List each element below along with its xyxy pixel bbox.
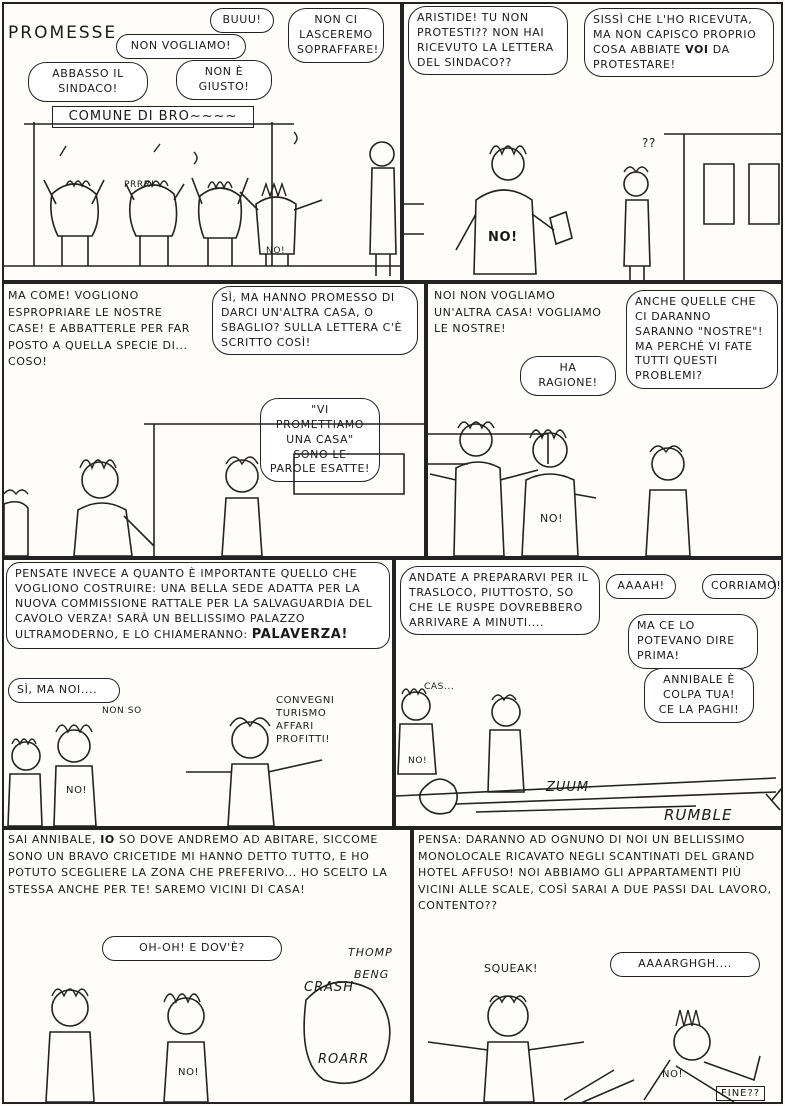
caption-io: IO xyxy=(100,833,115,846)
small-non-so: NON SO xyxy=(102,706,142,716)
list-convegni: CONVEGNI TURISMO AFFARI PROFITTI! xyxy=(276,695,335,745)
sfx-roarr: ROARR xyxy=(318,1052,370,1067)
bubble-ha-ragione: HA RAGIONE! xyxy=(520,356,616,396)
bubble-non-ci-lasceremo: NON CI LASCEREMO SOPRAFFARE! xyxy=(288,8,384,63)
sfx-beng: BENG xyxy=(354,968,390,981)
bubble-si-ma-noi: SÌ, MA NOI.... xyxy=(8,678,120,703)
small-cas: CAS... xyxy=(424,682,455,692)
sfx-rumble: RUMBLE xyxy=(664,806,733,824)
panel-5-scene xyxy=(4,560,394,828)
bubble-aaaarghgh: AAAARGHGH.... xyxy=(610,952,760,977)
bubble-vi-promettiamo: "VI PROMETTIAMO UNA CASA" SONO LE PAROLE ESATTE! xyxy=(260,398,380,482)
panel-2 xyxy=(402,2,783,282)
shirt-no: NO! xyxy=(66,785,88,796)
panel-8 xyxy=(412,828,783,1104)
bubble-colpa-tua: ANNIBALE È COLPA TUA! CE LA PAGHI! xyxy=(644,668,754,723)
sfx-thomp: THOMP xyxy=(348,946,393,959)
question-marks: ?? xyxy=(642,136,656,150)
bubble-hanno-promesso: SÌ, MA HANNO PROMESSO DI DARCI UN'ALTRA CASA, O SBAGLIO? SULLA LETTERA C'È SCRITTO COSÌ! xyxy=(212,286,418,355)
panel-8-scene xyxy=(414,830,783,1104)
sfx-zuum: ZUUM xyxy=(546,780,590,795)
caption-palaverza: PALAVERZA! xyxy=(251,627,348,643)
shirt-no: NO! xyxy=(488,230,518,245)
bubble-buuu: BUUU! xyxy=(210,8,274,33)
bubble-abbasso-sindaco: ABBASSO IL SINDACO! xyxy=(28,62,148,102)
protesters xyxy=(4,4,402,282)
sfx-squeak: SQUEAK! xyxy=(484,962,538,975)
panel-4 xyxy=(426,282,783,558)
bubble-ce-lo-potevano: MA CE LO POTEVANO DIRE PRIMA! xyxy=(628,614,758,669)
panel-3-scene xyxy=(4,284,426,558)
bubble-anche-quelle: ANCHE QUELLE CHE CI DARANNO SARANNO "NOSTRE"! MA PERCHÉ VI FATE TUTTI QUESTI PROBLEMI? xyxy=(626,290,778,389)
panel-6-scene xyxy=(396,560,783,828)
bubble-sissi-text: SISSÌ CHE L'HO RICEVUTA, MA NON CAPISCO PROPRIO COSA ABBIATE xyxy=(593,13,757,56)
bubble-corriamo: CORRIAMO! xyxy=(702,574,776,599)
bubble-non-vogliamo: NON VOGLIAMO! xyxy=(116,34,246,59)
shirt-no: NO! xyxy=(408,756,428,766)
bubble-sissi-end: DA PROTESTARE! xyxy=(593,42,730,71)
footnote-fine: FINE?? xyxy=(716,1086,765,1101)
panel-2-scene xyxy=(404,4,783,282)
shirt-no: NO! xyxy=(540,512,564,525)
text-noi-non-vogliamo: NOI NON VOGLIAMO UN'ALTRA CASA! VOGLIAMO LE NOSTRE! xyxy=(434,289,602,335)
text-ma-come: MA COME! VOGLIONO ESPROPRIARE LE NOSTRE CASE! E ABBATTERLE PER FAR POSTO A QUELLA SPECIE DI... COSO! xyxy=(8,289,191,368)
panel-7 xyxy=(2,828,412,1104)
panel-5 xyxy=(2,558,394,828)
bubble-oh-oh: OH-OH! E DOV'È? xyxy=(102,936,282,961)
caption-pensate-text: PENSATE INVECE A QUANTO È IMPORTANTE QUELLO CHE VOGLIONO COSTRUIRE: UNA BELLA SEDE ADATTA PER LA NUOVA COMMISSIONE RATTALE PER LA SALVAGUARDIA DEL CAVOLO VERZA! SARÀ UN BELLISSIMO PALAZZO ULTRAMODERNO, E LO CHIAMERANNO: xyxy=(15,567,373,642)
panel-6 xyxy=(394,558,783,828)
town-hall-sign: COMUNE DI BRO~~~~ xyxy=(52,106,254,128)
sfx-crash: CRASH xyxy=(304,980,355,995)
caption-sai-text: SAI ANNIBALE, xyxy=(8,833,97,846)
shirt-no: NO! xyxy=(266,246,286,256)
shirt-no: NO! xyxy=(662,1069,684,1080)
shirt-no: NO! xyxy=(178,1067,200,1078)
sfx-prrr: PRRR! xyxy=(124,180,155,190)
panel-1 xyxy=(2,2,402,282)
bubble-aristide: ARISTIDE! TU NON PROTESTI?? NON HAI RICEVUTO LA LETTERA DEL SINDACO?? xyxy=(408,6,568,75)
caption-pensa: PENSA: DARANNO AD OGNUNO DI NOI UN BELLISSIMO MONOLOCALE RICAVATO NEGLI SCANTINATI DEL GRAND HOTEL AFFUSO! NOI ABBIAMO GLI APPARTAMENTI PIÙ VICINI ALLE SCALE, COSÌ SARAI A DUE PASSI DAL LAVORO, CONTENTO?? xyxy=(418,833,772,912)
panel-4-scene xyxy=(428,284,783,558)
panel-3 xyxy=(2,282,426,558)
caption-andate: ANDATE A PREPARARVI PER IL TRASLOCO, PIUTTOSTO, SO CHE LE RUSPE DOVREBBERO ARRIVARE A MINUTI.... xyxy=(400,566,600,635)
caption-sai-rest: SO DOVE ANDREMO AD ABITARE, SICCOME SONO UN BRAVO CRICETIDE MI HANNO DETTO TUTTO, E HO POTUTO SCEGLIERE LA ZONA CHE PREFERIVO... HO SCELTO LA STESSA ANCHE PER TE! SAREMO VICINI DI CASA! xyxy=(8,833,388,896)
bubble-aaaah: AAAAH! xyxy=(606,574,676,599)
bubble-sissi-bold: VOI xyxy=(685,42,709,56)
bubble-non-giusto: NON È GIUSTO! xyxy=(176,60,272,100)
comic-title: PROMESSE xyxy=(8,23,118,43)
